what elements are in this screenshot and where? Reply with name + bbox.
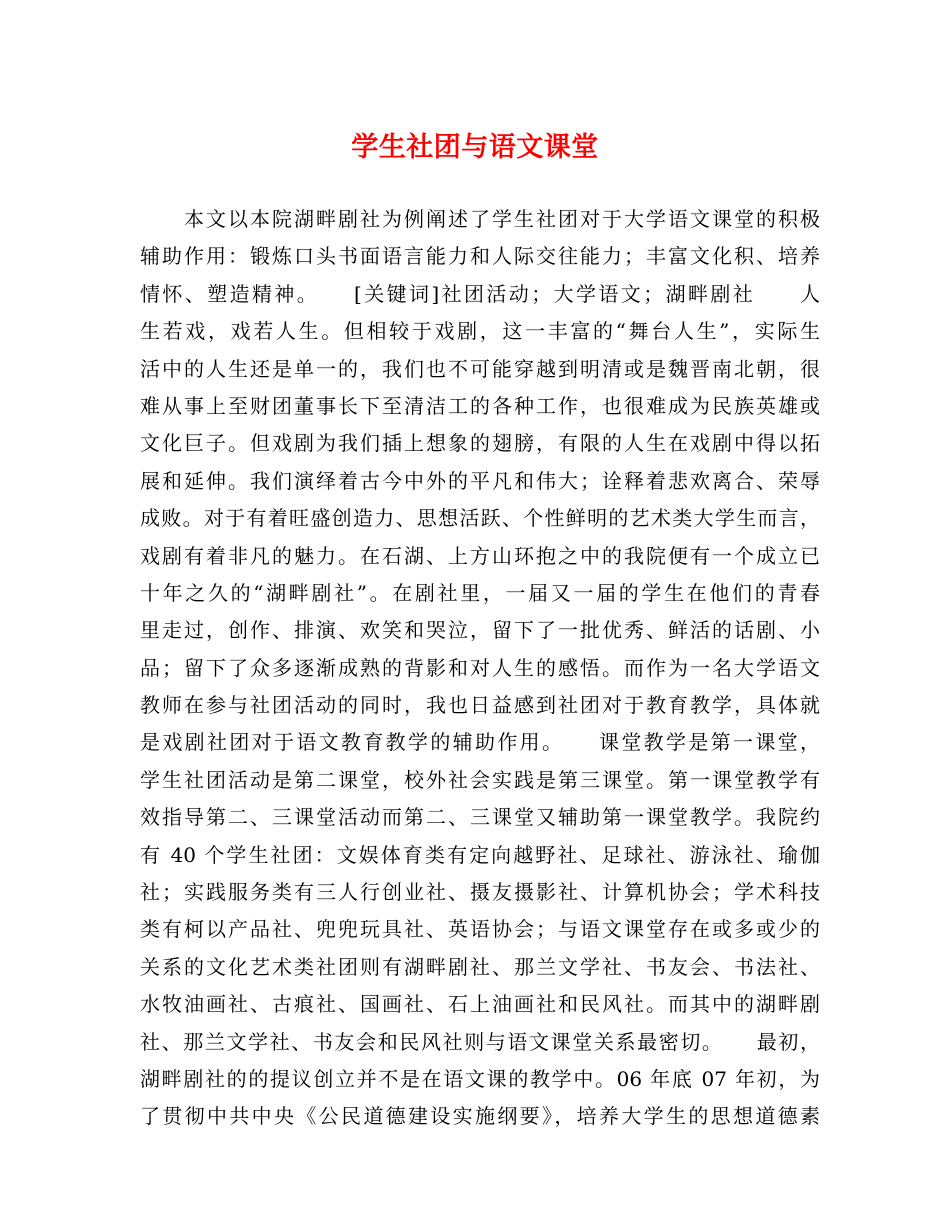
text-line: 有 40 个学生社团：文娱体育类有定向越野社、足球社、游泳社、瑜伽 <box>140 842 820 867</box>
text-line: 类有柯以产品社、兜兜玩具社、英语协会；与语文课堂存在或多或少的 <box>140 917 820 942</box>
text-line: 是戏剧社团对于语文教育教学的辅助作用。 课堂教学是第一课堂， <box>140 730 820 755</box>
text-line: 十年之久的“湖畔剧社”。在剧社里，一届又一届的学生在他们的青春 <box>140 580 820 605</box>
text-line: 湖畔剧社的的提议创立并不是在语文课的教学中。06 年底 07 年初，为 <box>140 1066 820 1091</box>
text-line: 难从事上至财团董事长下至清洁工的各种工作，也很难成为民族英雄或 <box>140 393 820 418</box>
text-line: 效指导第二、三课堂活动而第二、三课堂又辅助第一课堂教学。我院约 <box>140 805 820 830</box>
document-title: 学生社团与语文课堂 <box>351 132 599 163</box>
text-line: 活中的人生还是单一的，我们也不可能穿越到明清或是魏晋南北朝，很 <box>140 356 820 381</box>
text-line: 了贯彻中共中央《公民道德建设实施纲要》，培养大学生的思想道德素 <box>140 1104 820 1129</box>
text-line: 教师在参与社团活动的同时，我也日益感到社团对于教育教学，具体就 <box>140 693 820 718</box>
text-line: 社、那兰文学社、书友会和民风社则与语文课堂关系最密切。 最初， <box>140 1029 820 1054</box>
text-line: 学生社团活动是第二课堂，校外社会实践是第三课堂。第一课堂教学有 <box>140 767 820 792</box>
text-line: 水牧油画社、古痕社、国画社、石上油画社和民风社。而其中的湖畔剧 <box>140 992 820 1017</box>
text-line: 展和延伸。我们演绎着古今中外的平凡和伟大；诠释着悲欢离合、荣辱 <box>140 468 820 493</box>
text-line: 辅助作用：锻炼口头书面语言能力和人际交往能力；丰富文化积、培养 <box>140 244 820 269</box>
text-line: 文化巨子。但戏剧为我们插上想象的翅膀，有限的人生在戏剧中得以拓 <box>140 431 820 456</box>
text-line: 情怀、塑造精神。 [关键词]社团活动；大学语文；湖畔剧社 人 <box>140 281 820 306</box>
text-line: 生若戏，戏若人生。但相较于戏剧，这一丰富的“舞台人生”，实际生 <box>140 319 820 344</box>
text-line: 成败。对于有着旺盛创造力、思想活跃、个性鲜明的艺术类大学生而言， <box>140 506 820 531</box>
text-line: 本文以本院湖畔剧社为例阐述了学生社团对于大学语文课堂的积极 <box>140 207 820 231</box>
document-body <box>140 201 820 1136</box>
text-line: 社；实践服务类有三人行创业社、摄友摄影社、计算机协会；学术科技 <box>140 880 820 905</box>
text-line: 里走过，创作、排演、欢笑和哭泣，留下了一批优秀、鲜活的话剧、小 <box>140 618 820 643</box>
text-line: 关系的文化艺术类社团则有湖畔剧社、那兰文学社、书友会、书法社、 <box>140 954 820 979</box>
text-line: 品；留下了众多逐渐成熟的背影和对人生的感悟。而作为一名大学语文 <box>140 655 820 680</box>
text-line: 戏剧有着非凡的魅力。在石湖、上方山环抱之中的我院便有一个成立已 <box>140 543 820 568</box>
